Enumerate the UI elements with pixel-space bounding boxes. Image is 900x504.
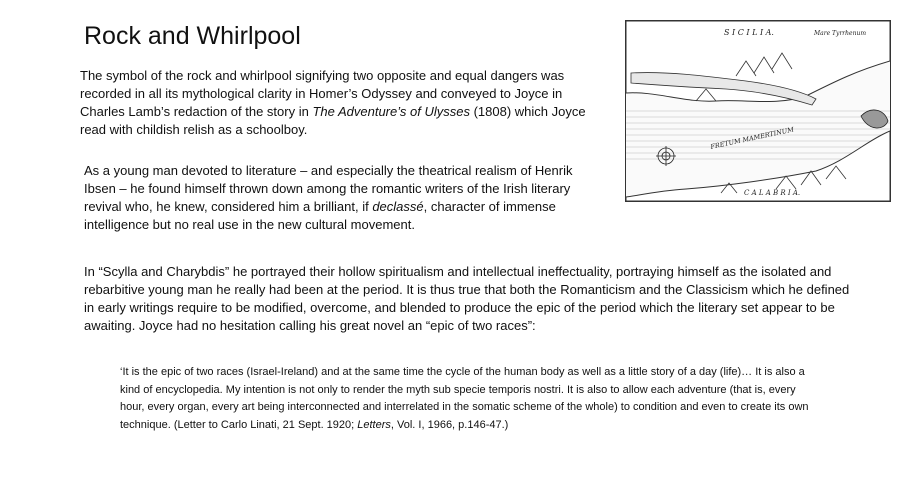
paragraph-ibsen-text: As a young man devoted to literature – and especially the theatrical realism of Henrik Ibsen – he found himself thrown down among the romantic writers of the Irish literary revival who, he knew, considered him a brilliant, if: [84, 163, 573, 214]
paragraph-homer-text-end: (1808) which Joyce read with childish relish as a schoolboy.: [80, 104, 586, 137]
book-title-italic: The Adventure’s of Ulysses: [312, 104, 470, 119]
map-label-sea: Mare Tyrrhenum: [814, 30, 867, 37]
paragraph-homer: [80, 67, 600, 139]
map-illustration: [626, 21, 890, 201]
whirlpool: [656, 146, 676, 166]
slide-title: Rock and Whirlpool: [84, 22, 301, 50]
strait-of-messina-map: [625, 20, 891, 202]
map-label-calabria: C A L A B R I A.: [744, 189, 801, 197]
paragraph-homer-text: The symbol of the rock and whirlpool signifying two opposite and equal dangers was recorded in all its mythological clarity in Homer’s Odyssey and conveyed to Joyce in Charles Lamb’s redaction of the story in: [80, 68, 565, 119]
map-label-strait: FRETUM MAMERTINUM: [709, 125, 795, 151]
paragraph-ibsen: [84, 162, 604, 234]
declasse-italic: declassé: [372, 199, 424, 214]
quote-text-end: , Vol. I, 1966, p.146-47.): [390, 418, 509, 431]
rock: [861, 110, 888, 128]
linati-quote: [120, 364, 820, 434]
letters-italic: Letters: [357, 418, 391, 431]
quote-text: ‘It is the epic of two races (Israel-Ireland) and at the same time the cycle of the human body as well as a little story of a day (life)… It is also a kind of encyclopedia. My intention is not only to render the myth sub specie temporis nostri. It is also to allow each adventure (that is, every hour, every organ, every art being interconnected and interrelated in the somatic scheme of the whole) to condition and even to create its own technique. (Letter to Carlo Linati, 21 Sept. 1920;: [120, 366, 809, 431]
paragraph-scylla: In “Scylla and Charybdis” he portrayed their hollow spiritualism and intellectual ineffectuality, portraying himself as the isolated and rebarbitive young man he really had been at the period. It is thus true that both the Romanticism and the Classicism which he defined in early writings require to be modified, overcome, and blended to produce the epic of the period which the literary set appear to be awaiting. Joyce had no hesitation calling his great novel an “epic of two races”:: [84, 264, 850, 333]
paragraph-ibsen-text-end: , character of immense intelligence but no real use in the new cultural movement.: [84, 199, 556, 232]
map-label-sicilia: S I C I L I A.: [724, 28, 774, 37]
